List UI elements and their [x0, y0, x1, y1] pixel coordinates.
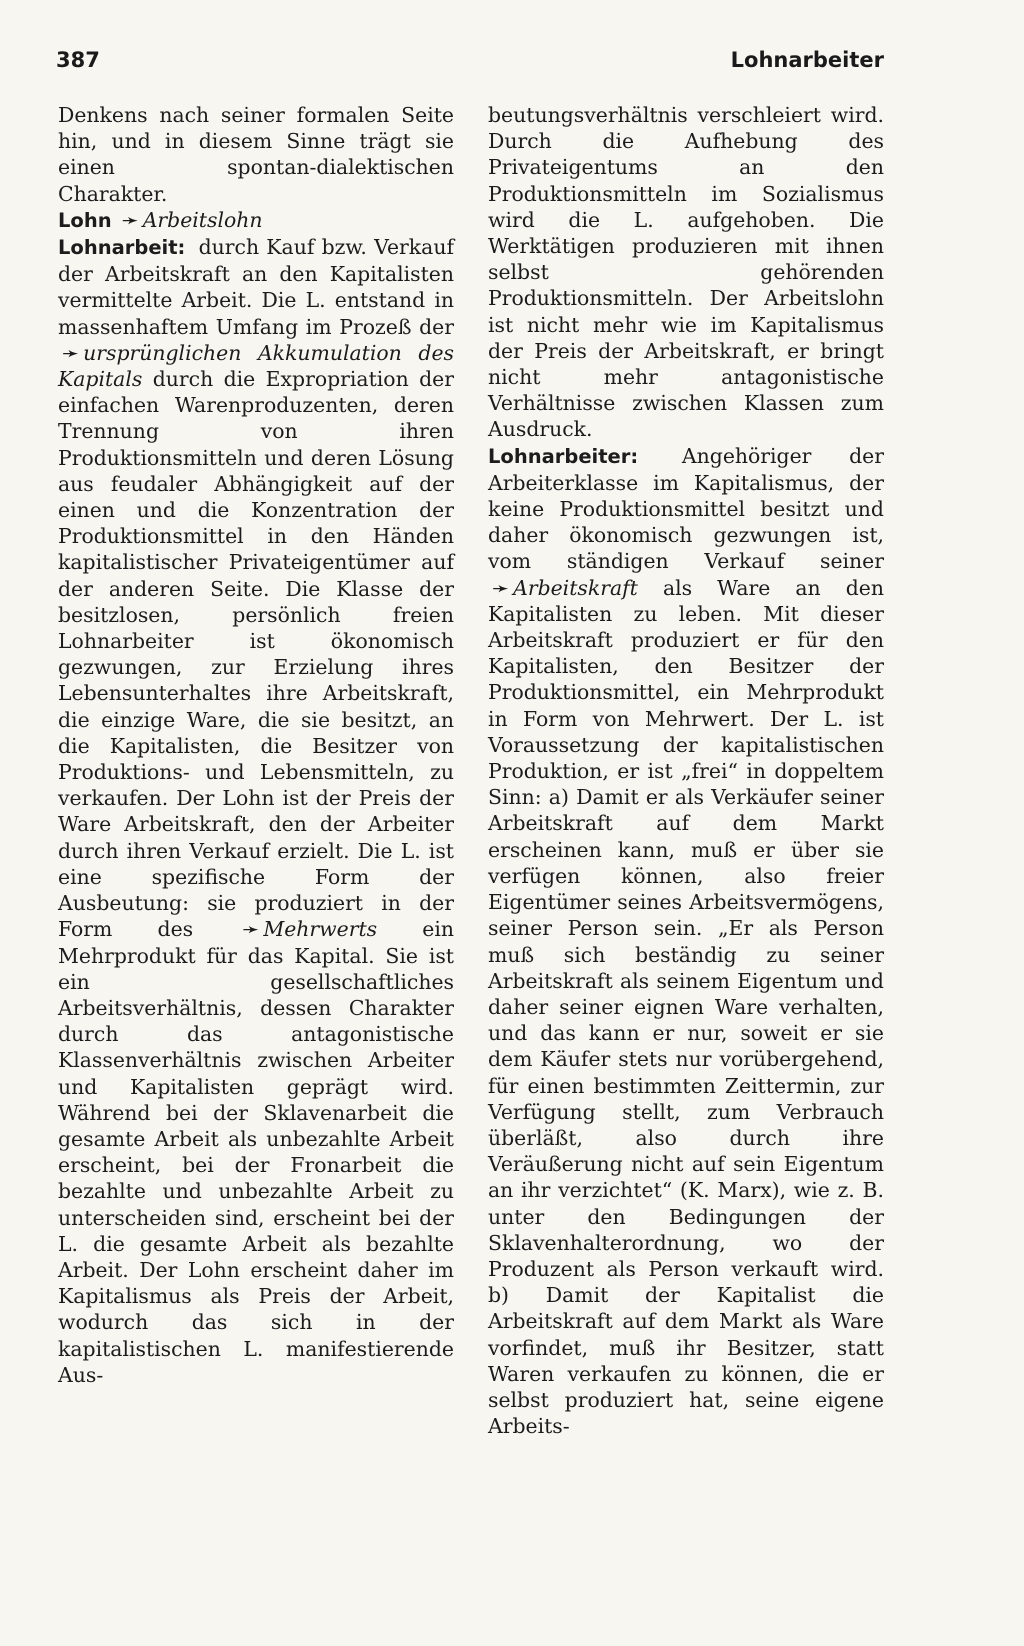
cross-reference-arrow-icon: ➛	[62, 340, 80, 365]
headword-lohnarbeit: Lohnarbeit:	[58, 236, 186, 260]
entry-text: ein Mehrprodukt für das Kapital. Sie ist ein gesellschaftliches Arbeitsverhältnis, dessen Charakter durch das antagonistische Klassenverhältnis zwischen Arbeiter und Kapitalisten geprägt wird. Während bei der Sklavenarbeit die gesamte Arbeit als unbezahlte Arbeit erscheint, bei der Fronarbeit die bezahlte und unbezahlte Arbeit zu unterscheiden sind, erscheint bei der L. die gesamte Arbeit als bezahlte Arbeit. Der Lohn erscheint daher im Kapitalismus als Preis der Arbeit, wodurch das sich in der kapitalistischen L. manifestierende Aus-	[58, 917, 454, 1387]
entry-text: durch Kauf bzw. Verkauf der Arbeitskraft an den Kapitalisten vermittelte Arbeit. Die L. entstand in massenhaftem Umfang im Prozeß der	[58, 235, 455, 339]
cross-reference-link[interactable]: Mehrwerts	[263, 917, 378, 942]
headword-lohnarbeiter: Lohnarbeiter:	[488, 444, 639, 468]
right-column	[488, 102, 884, 1439]
entry-lohnarbeit	[58, 234, 454, 1388]
entry-text: Angehöriger der Arbeiterklasse im Kapitalismus, der keine Produktionsmittel besitzt und daher ökonomisch gezwungen ist, vom ständigen Verkauf seiner	[488, 443, 884, 574]
continuation-text: Denkens nach seiner formalen Seite hin, und in diesem Sinne trägt sie einen spontan-dialektischen Charakter.	[58, 103, 454, 206]
entry-text: als Ware an den Kapitalisten zu leben. Mit dieser Arbeitskraft produziert er für den Kapitalisten, den Besitzer der Produktionsmittel, ein Mehrprodukt in Form von Mehrwert. Der L. ist Voraussetzung der kapitalistischen Produktion, er ist „frei“ in doppeltem Sinn: a) Damit er als Verkäufer seiner Arbeitskraft auf dem Markt erscheinen kann, muß er über sie verfügen können, also freier Eigentümer seines Arbeitsvermögens, seiner Person sein. „Er als Person muß sich beständig zu seiner Arbeitskraft als seinem Eigentum und daher seiner eignen Ware verhalten, und das kann er nur, soweit er sie dem Käufer stets nur vorübergehend, für einen bestimmten Zeittermin, zur Verfügung stellt, zum Verbrauch überläßt, also durch ihre Veräußerung nicht auf sein Eigentum an ihr verzichtet“ (K. Marx), wie z. B. unter den Bedingungen der Sklavenhalterordnung, wo der Produzent als Person verkauft wird. b) Damit der Kapitalist die Arbeitskraft auf dem Markt als Ware vorfindet, muß ihr Besitzer, statt Waren verkaufen zu können, die er selbst produziert hat, seine eigene Arbeits-	[488, 575, 884, 1439]
running-title: Lohnarbeiter	[730, 48, 884, 72]
cross-reference-link[interactable]: Arbeitslohn	[142, 207, 263, 232]
cross-reference-arrow-icon: ➛	[242, 917, 260, 942]
cross-reference-arrow-icon: ➛	[492, 575, 510, 600]
headword-lohn: Lohn	[58, 208, 112, 232]
page-number: 387	[56, 48, 100, 72]
entry-text: durch die Expropriation der einfachen Warenproduzenten, deren Trennung von ihren Produktionsmitteln und deren Lösung aus feudaler Abhängigkeit auf der einen und die Konzentration der Produktionsmittel in den Händen kapitalistischer Privateigentümer auf der anderen Seite. Die Klasse der besitzlosen, persönlich freien Lohnarbeiter ist ökonomisch gezwungen, zur Erzielung ihres Lebensunterhaltes ihre Arbeitskraft, die einzige Ware, die sie besitzt, an die Kapitalisten, die Besitzer von Produktions- und Lebensmitteln, zu verkaufen. Der Lohn ist der Preis der Ware Arbeitskraft, den der Arbeiter durch ihren Verkauf erzielt. Die L. ist eine spezifische Form der Ausbeutung: sie produziert in der Form des	[58, 367, 454, 942]
page-header	[56, 48, 884, 72]
left-column	[58, 102, 454, 1388]
cross-reference-link[interactable]: Arbeitskraft	[513, 575, 638, 600]
cross-reference-link[interactable]: ursprünglichen Akkumulation des Kapitals	[58, 340, 454, 392]
cross-reference-arrow-icon: ➛	[121, 207, 139, 232]
entry-lohn	[58, 207, 454, 234]
continuation-text: beutungsverhältnis verschleiert wird. Durch die Aufhebung des Privateigentums an den Produktionsmitteln im Sozialismus wird die L. aufgehoben. Die Werktätigen produzieren mit ihnen selbst gehörenden Produktionsmitteln. Der Arbeitslohn ist nicht mehr wie im Kapitalismus der Preis der Arbeitskraft, er bringt nicht mehr antagonistische Verhältnisse zwischen Klassen zum Ausdruck.	[488, 103, 884, 442]
entry-lohnarbeiter	[488, 443, 884, 1440]
